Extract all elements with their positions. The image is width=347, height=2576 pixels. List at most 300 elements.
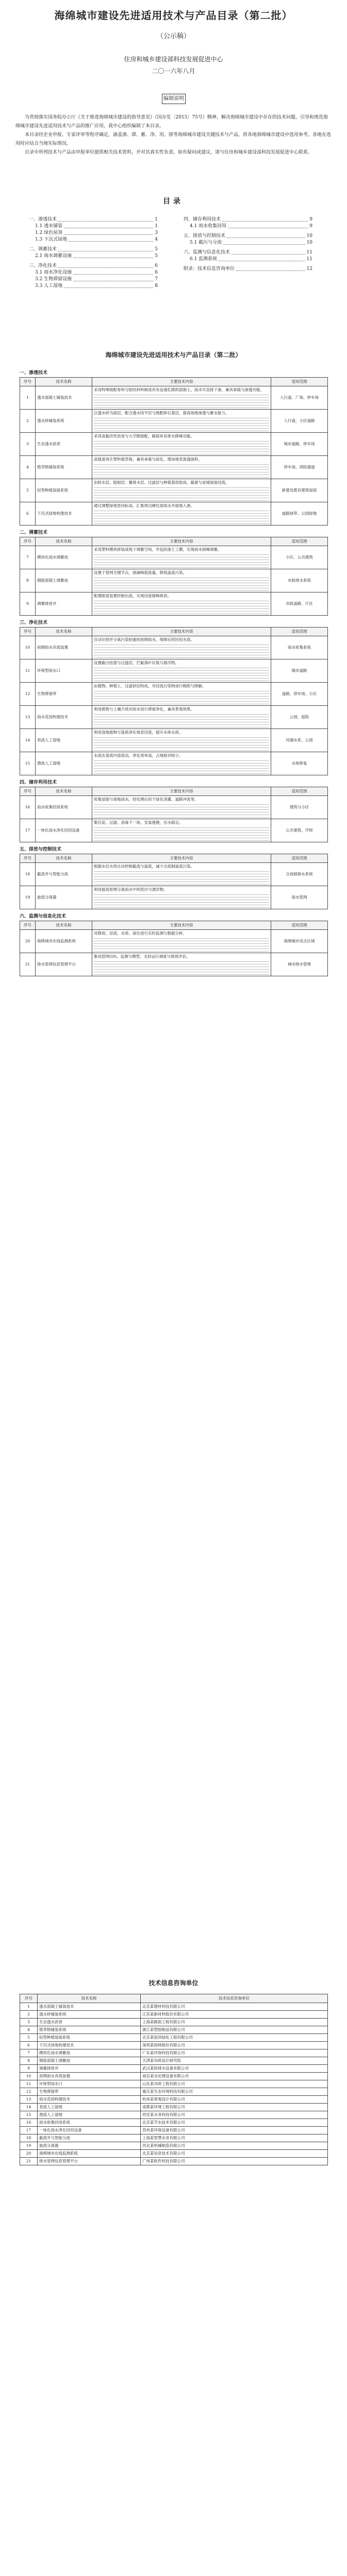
text-line <box>94 562 269 563</box>
table-row <box>20 953 328 976</box>
table-row <box>20 2065 328 2073</box>
col-header: 主要技术内容 <box>92 537 271 546</box>
text-line <box>94 670 269 671</box>
document-title: 海绵城市建设先进适用技术与产品目录（第二批） <box>54 9 293 22</box>
tech-scope: 小区、公共建筑 <box>271 546 328 569</box>
consult-unit: 北京某信息技术有限公司 <box>141 2150 328 2158</box>
text-line <box>94 938 269 939</box>
table-row <box>20 2003 328 2011</box>
consult-unit: 重庆某生态环境科技有限公司 <box>141 2088 328 2096</box>
catalog-table <box>20 377 328 526</box>
tech-name: 潜流人工湿地 <box>38 2111 141 2119</box>
catalog-header-row <box>20 921 328 930</box>
tech-name: 模块化雨水调蓄池 <box>36 546 92 569</box>
text-line <box>94 817 269 818</box>
consult-unit: 北京某建材科技有限公司 <box>141 2003 328 2011</box>
toc-entry-page: 3 <box>155 230 158 235</box>
tech-name: 旋流分离器 <box>36 886 92 909</box>
text-line <box>94 611 269 612</box>
toc-entry-label: 二、调蓄技术 <box>29 247 57 252</box>
row-number: 9 <box>20 2065 38 2073</box>
tech-name: 植草格铺装系统 <box>36 456 92 479</box>
toc-entry-label: 3.2 生物滞留设施 <box>35 277 72 282</box>
text-line <box>94 518 269 519</box>
consult-unit: 上海某路面工程有限公司 <box>141 2019 328 2026</box>
toc-entry-page: 7 <box>155 277 158 282</box>
consult-unit: 浙江某塑胶制品有限公司 <box>141 2026 328 2034</box>
tech-content <box>92 659 271 683</box>
tech-scope: 城市道路 <box>271 659 328 683</box>
toc-entry[interactable] <box>184 249 312 256</box>
row-number: 20 <box>20 930 36 953</box>
col-header: 序号 <box>20 628 36 636</box>
text-line <box>94 884 269 885</box>
toc-entry[interactable] <box>184 256 312 263</box>
col-header: 技术名称 <box>36 378 92 386</box>
toc-leader <box>58 246 153 251</box>
text-line <box>94 652 269 653</box>
table-row <box>20 546 328 569</box>
text-line <box>94 974 269 975</box>
tech-scope: 公共建筑、学校 <box>271 819 328 842</box>
tech-name: 初期雨水弃流装置 <box>38 2073 141 2080</box>
tech-name: 截流井与智能分流 <box>38 2134 141 2142</box>
text-line <box>94 446 269 447</box>
toc-entry[interactable] <box>184 266 312 273</box>
tech-name: 雨水花园构建技术 <box>38 2096 141 2104</box>
text-line <box>94 969 269 970</box>
tech-content-text: 由防水层、阻根层、蓄排水层、过滤层与种植基质组成，截留与延缓屋面径流。 <box>94 480 229 485</box>
row-number: 13 <box>20 706 36 729</box>
toc-leader <box>64 283 153 288</box>
toc-leader <box>58 263 153 268</box>
consult-unit: 江苏某新材料股份有限公司 <box>141 2011 328 2019</box>
tech-content-text: 利用湿地植物与基质净化地表径流，提升水体水质。 <box>94 730 183 735</box>
consult-unit: 武汉某给排水设备有限公司 <box>141 2065 328 2073</box>
toc-entry-label: 2.1 雨水调蓄设施 <box>35 253 72 259</box>
col-header: 适用范围 <box>271 854 328 863</box>
row-number: 4 <box>20 456 36 479</box>
row-number: 19 <box>20 2142 38 2150</box>
tech-content-text: 设置截污挂篮与过滤层，拦截落叶垃圾与悬浮物。 <box>94 660 179 665</box>
text-line <box>94 830 269 831</box>
table-row <box>20 729 328 752</box>
text-line <box>94 402 269 403</box>
toc-leader <box>73 276 153 281</box>
tech-name: 生物滞留带 <box>36 683 92 706</box>
text-line <box>94 477 269 478</box>
toc-leader <box>69 236 153 242</box>
toc-entry-label: 四、储存利用技术 <box>184 217 221 222</box>
toc-entry[interactable] <box>29 283 158 290</box>
row-number: 2 <box>20 410 36 433</box>
row-number: 20 <box>20 2150 38 2158</box>
catalog-header-row <box>20 378 328 386</box>
consult-unit: 北京某屋顶绿化工程有限公司 <box>141 2034 328 2042</box>
tech-name: 下沉式绿地构建技术 <box>38 2042 141 2049</box>
row-number: 1 <box>20 2003 38 2011</box>
text-line <box>94 871 269 872</box>
row-number: 6 <box>20 502 36 526</box>
toc-entry[interactable] <box>29 276 158 283</box>
toc-entry[interactable] <box>29 269 158 276</box>
text-line <box>94 523 269 524</box>
tech-name: 调蓄排放井 <box>38 2065 141 2073</box>
tech-content-text: 由植物、种植土、过滤砂层构成，对径流污染物进行吸附与降解。 <box>94 684 206 688</box>
text-line <box>94 760 269 761</box>
tech-name: 潜流人工湿地 <box>36 752 92 775</box>
text-line <box>94 737 269 738</box>
intro-paragraph: 本目录经企业申报、专家评审等程序确定，涵盖渗、滞、蓄、净、用、排等海绵城市建设关键技术与产品，供各地海绵城市建设中选用参考。各地在选用时应结合当地实际情况。 <box>15 132 332 146</box>
col-header: 适用范围 <box>271 378 328 386</box>
issuer: 住房和城乡建设部科技发展促进中心 <box>124 56 223 63</box>
tech-name: 轻型种植屋面系统 <box>36 479 92 502</box>
tech-name: 环保型雨水口 <box>36 659 92 683</box>
tech-content <box>92 592 271 616</box>
toc-right-column <box>184 216 312 273</box>
text-line <box>94 701 269 702</box>
table-row <box>20 886 328 909</box>
consult-unit: 河北某机械制造有限公司 <box>141 2142 328 2150</box>
tech-name: 透水砖铺装系统 <box>38 2011 141 2019</box>
consult-unit: 深圳某园林股份有限公司 <box>141 2042 328 2049</box>
text-line <box>94 719 269 720</box>
text-line <box>94 773 269 774</box>
tech-content <box>92 863 271 886</box>
tech-content <box>92 636 271 659</box>
tech-name: 一体化雨水净化回用设备 <box>36 819 92 842</box>
text-line <box>94 567 269 568</box>
toc-entry[interactable] <box>29 216 158 223</box>
tech-content <box>92 569 271 592</box>
toc-leader <box>73 253 153 258</box>
col-header: 适用范围 <box>271 787 328 796</box>
tech-content-text: 采用特殊级配骨料与胶结材料制成具有连通孔隙的混凝土，雨水可直接下渗，兼具承载与渗透功能。 <box>94 387 264 392</box>
table-row <box>20 2150 328 2158</box>
intro-paragraph: 目录中所列技术与产品由申报单位提供相关技术资料，并对其真实性负责。如有疑问或建议，请与住房和城乡建设部科技发展促进中心联系。 <box>25 150 313 155</box>
toc-leader <box>227 233 305 238</box>
table-row <box>20 502 328 526</box>
tech-scope: 雨水收集系统 <box>271 636 328 659</box>
catalog-table <box>20 627 328 775</box>
text-line <box>94 804 269 805</box>
toc-entry-label: 1.1 透水铺装 <box>35 224 63 229</box>
table-row <box>20 386 328 410</box>
tech-name: 一体化雨水净化回用设备 <box>38 2127 141 2134</box>
tech-content <box>92 752 271 775</box>
table-row <box>20 2073 328 2080</box>
tech-scope: 公园、庭院 <box>271 706 328 729</box>
col-header: 序号 <box>20 1994 38 2003</box>
table-row <box>20 592 328 616</box>
tech-name: 截流井与智能分流 <box>36 863 92 886</box>
toc-entry-label: 5.1 截污与分流 <box>190 240 222 245</box>
toc-entry[interactable] <box>29 253 158 260</box>
table-row <box>20 2096 328 2104</box>
table-row <box>20 2127 328 2134</box>
section-heading: 四、储存利用技术 <box>20 780 57 785</box>
tech-name: 排水管网信息管理平台 <box>36 953 92 976</box>
row-number: 15 <box>20 752 36 775</box>
tech-content <box>92 930 271 953</box>
text-line <box>94 513 269 514</box>
text-line <box>94 724 269 725</box>
document-subtitle: （公示稿） <box>156 32 190 40</box>
text-line <box>94 397 269 398</box>
table-row <box>20 706 328 729</box>
catalog-table <box>20 787 328 842</box>
text-line <box>94 902 269 903</box>
row-number: 8 <box>20 2057 38 2065</box>
toc-entry-page: 8 <box>155 283 158 289</box>
catalog-header-row <box>20 537 328 546</box>
toc-entry[interactable] <box>29 246 158 253</box>
col-header: 序号 <box>20 537 36 546</box>
tech-name: 表流人工湿地 <box>36 729 92 752</box>
tech-name: 透水混凝土铺装技术 <box>38 2003 141 2011</box>
toc-entry-page: 12 <box>306 266 312 272</box>
tech-name: 雨水收集回用系统 <box>36 796 92 819</box>
tech-content-text: 以透水砖为面层，配合透水找平层与级配碎石基层，提高场地渗透与蓄水能力。 <box>94 411 229 415</box>
toc-entry-label: 6.1 监测系统 <box>190 257 218 262</box>
text-line <box>94 948 269 949</box>
row-number: 6 <box>20 2042 38 2049</box>
tech-content-text: 设置于管网关键节点，削减峰值流量，降低溢流污染。 <box>94 570 187 575</box>
row-number: 19 <box>20 886 36 909</box>
text-line <box>94 580 269 581</box>
text-line <box>94 835 269 836</box>
tech-content-text: 水流在基质内部流动，净化效率高，占地相对较小。 <box>94 753 183 758</box>
row-number: 17 <box>20 819 36 842</box>
tech-scope: 雨水管网 <box>271 886 328 909</box>
tech-name: 钢筋混凝土调蓄池 <box>36 569 92 592</box>
toc-entry-page: 1 <box>155 224 158 229</box>
text-line <box>94 474 269 475</box>
tech-content-text: 采用塑料模块拼装成地下调蓄空间，外包防渗土工膜，实现雨水削峰调蓄。 <box>94 547 222 552</box>
consult-unit: 广东某环保科技有限公司 <box>141 2049 328 2057</box>
section-heading: 五、排放与控制技术 <box>20 847 62 852</box>
tech-name: 排水管网信息管理平台 <box>38 2158 141 2165</box>
tech-content <box>92 683 271 706</box>
tech-content-text: 对降雨、径流、水质、液位进行实时监测与数据分析。 <box>94 931 187 936</box>
text-line <box>94 608 269 609</box>
appendix-table <box>20 1994 328 2165</box>
table-row <box>20 2111 328 2119</box>
col-header: 主要技术内容 <box>92 628 271 636</box>
catalog-table <box>20 921 328 976</box>
row-number: 15 <box>20 2111 38 2119</box>
tech-name: 海绵城市在线监测系统 <box>38 2150 141 2158</box>
toc-entry-page: 5 <box>155 253 158 259</box>
toc-entry[interactable] <box>184 216 312 223</box>
col-header: 主要技术内容 <box>92 787 271 796</box>
col-header: 技术名称 <box>36 854 92 863</box>
table-of-contents <box>29 196 318 289</box>
row-number: 12 <box>20 683 36 706</box>
tech-scope: 道路绿带、公园绿地 <box>271 502 328 526</box>
col-header: 技术名称 <box>36 787 92 796</box>
tech-content-text: 通过调整绿地竖向标高，汇集周边硬化面雨水并就地入渗。 <box>94 503 194 508</box>
table-row <box>20 659 328 683</box>
col-header: 主要技术内容 <box>92 921 271 930</box>
table-row <box>20 569 328 592</box>
tech-content <box>92 386 271 410</box>
section-heading: 六、监测与信息化技术 <box>20 914 67 919</box>
tech-content <box>92 706 271 729</box>
table-row <box>20 636 328 659</box>
toc-entry[interactable] <box>29 223 158 230</box>
catalog-header-row <box>20 787 328 796</box>
text-line <box>94 827 269 828</box>
text-line <box>94 876 269 877</box>
col-header: 技术名称 <box>36 537 92 546</box>
row-number: 10 <box>20 636 36 659</box>
toc-left-column <box>29 216 158 290</box>
text-line <box>94 840 269 841</box>
consult-unit: 杭州某景观设计有限公司 <box>141 2096 328 2104</box>
consult-unit: 成都某环境工程有限公司 <box>141 2104 328 2111</box>
table-row <box>20 410 328 433</box>
toc-entry-label: 3.1 雨水净化设施 <box>35 270 72 275</box>
tech-content <box>92 502 271 526</box>
text-line <box>94 554 269 555</box>
row-number: 13 <box>20 2096 38 2104</box>
intro-heading: 编制说明 <box>162 94 186 104</box>
row-number: 17 <box>20 2127 38 2134</box>
catalog-title: 海绵城市建设先进适用技术与产品目录（第二批） <box>105 351 242 359</box>
col-header: 序号 <box>20 921 36 930</box>
issue-date: 二〇一六年八月 <box>152 67 195 75</box>
toc-entry[interactable] <box>29 230 158 236</box>
tech-content <box>92 819 271 842</box>
col-header: 主要技术内容 <box>92 854 271 863</box>
row-number: 12 <box>20 2088 38 2096</box>
toc-leader <box>228 223 308 228</box>
tech-content-text: 集成管网GIS、监测与模型，支持运行调度与绩效评估。 <box>94 954 190 959</box>
text-line <box>94 907 269 908</box>
tech-content-text: 采用高黏改性沥青与大空隙级配，路面具有排水降噪功能。 <box>94 434 194 438</box>
toc-entry[interactable] <box>184 240 312 246</box>
table-row <box>20 819 328 842</box>
toc-entry[interactable] <box>29 236 158 243</box>
tech-name: 海绵城市在线监测系统 <box>36 930 92 953</box>
toc-entry-page: 5 <box>155 247 158 252</box>
row-number: 5 <box>20 479 36 502</box>
col-header: 适用范围 <box>271 628 328 636</box>
toc-leader <box>73 269 153 275</box>
tech-content <box>92 729 271 752</box>
appendix-body <box>20 1994 328 2165</box>
text-line <box>94 647 269 648</box>
tech-content-text: 利用植物与土壤介质对雨水进行滞留净化，兼具景观效果。 <box>94 707 194 711</box>
toc-entry-label: 4.1 雨水收集回用 <box>190 224 227 229</box>
tech-name: 轻型种植屋面系统 <box>38 2034 141 2042</box>
row-number: 1 <box>20 386 36 410</box>
text-line <box>94 943 269 944</box>
tech-scope: 人行道、广场、停车场 <box>271 386 328 410</box>
catalog-body <box>20 366 328 976</box>
tech-scope: 城市道路、停车场 <box>271 433 328 456</box>
row-number: 3 <box>20 433 36 456</box>
toc-entry-page: 4 <box>155 237 158 242</box>
tech-scope: 新建及既有建筑屋面 <box>271 479 328 502</box>
col-header: 序号 <box>20 378 36 386</box>
toc-entry-page: 1 <box>155 217 158 222</box>
tech-name: 调蓄排放井 <box>36 592 92 616</box>
toc-entry-label: 五、排放与控制技术 <box>184 233 226 239</box>
text-line <box>94 495 269 496</box>
toc-entry[interactable] <box>184 233 312 240</box>
tech-content-text: 自动识别并分离污染较重的初期雨水，保障后续回用水质。 <box>94 637 194 642</box>
tech-name: 旋流分离器 <box>38 2142 141 2150</box>
text-line <box>94 451 269 452</box>
table-row <box>20 683 328 706</box>
text-line <box>94 742 269 743</box>
row-number: 4 <box>20 2026 38 2034</box>
col-header: 适用范围 <box>271 537 328 546</box>
tech-scope: 人行道、小区道路 <box>271 410 328 433</box>
toc-leader <box>64 230 153 235</box>
tech-scope: 道路、停车场、小区 <box>271 683 328 706</box>
toc-entry[interactable] <box>184 223 312 230</box>
row-number: 5 <box>20 2034 38 2042</box>
row-number: 21 <box>20 953 36 976</box>
catalog-header-row <box>20 854 328 863</box>
section-heading: 二、调蓄技术 <box>20 530 48 535</box>
toc-entry-page: 9 <box>309 224 312 229</box>
tech-name: 初期雨水弃流装置 <box>36 636 92 659</box>
consult-unit: 广州某软件科技有限公司 <box>141 2158 328 2165</box>
tech-content-text: 集沉淀、过滤、消毒于一体，安装便捷，出水稳定。 <box>94 820 183 825</box>
toc-entry-label: 1.2 绿色屋顶 <box>35 230 63 235</box>
row-number: 18 <box>20 863 36 886</box>
table-row <box>20 2119 328 2127</box>
catalog-header-row <box>20 628 328 636</box>
col-header: 技术名称 <box>38 1994 141 2003</box>
toc-heading: 目录 <box>163 197 184 206</box>
table-row <box>20 2019 328 2026</box>
tech-scope: 合流制排水系统 <box>271 863 328 886</box>
table-row <box>20 796 328 819</box>
text-line <box>94 585 269 586</box>
catalog-table <box>20 537 328 616</box>
toc-entry-page: 11 <box>306 257 312 262</box>
section-heading: 三、净化技术 <box>20 620 48 625</box>
col-header: 序号 <box>20 787 36 796</box>
text-line <box>94 675 269 676</box>
consult-unit: 天津某市政设计研究院 <box>141 2057 328 2065</box>
table-row <box>20 2134 328 2142</box>
col-header: 序号 <box>20 854 36 863</box>
tech-content <box>92 886 271 909</box>
table-row <box>20 930 328 953</box>
tech-scope: 市政道路、片区 <box>271 592 328 616</box>
row-number: 9 <box>20 592 36 616</box>
text-line <box>94 428 269 429</box>
tech-content <box>92 456 271 479</box>
col-header: 技术名称 <box>36 921 92 930</box>
tech-name: 植草格铺装系统 <box>38 2026 141 2034</box>
intro-paragraph: 为贯彻落实国务院办公厅《关于推进海绵城市建设的指导意见》（国办发〔2015〕75号）精神，解决海绵城市建设中存在的技术问题，引导和规范海绵城市建设先进适用技术与产品的推广应用，我中心组织编制了本目录。 <box>15 115 328 129</box>
toc-leader <box>223 240 305 245</box>
table-row <box>20 2088 328 2096</box>
tech-scope: 城市排水管理 <box>271 953 328 976</box>
toc-entry[interactable] <box>29 263 158 269</box>
tech-name: 表流人工湿地 <box>38 2104 141 2111</box>
tech-name: 透水混凝土铺装技术 <box>36 386 92 410</box>
table-row <box>20 2080 328 2088</box>
toc-entry-label: 附录：技术信息咨询单位 <box>184 266 235 272</box>
